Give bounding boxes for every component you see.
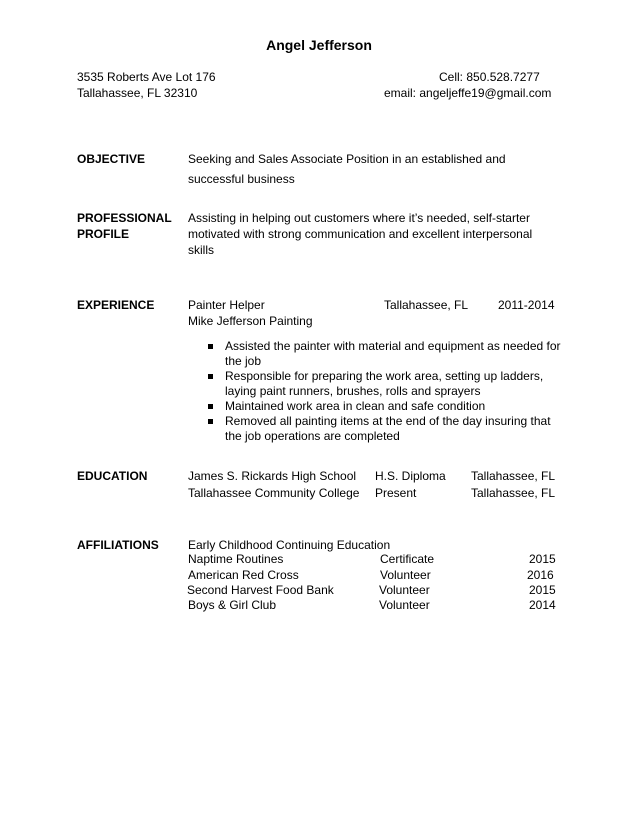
bullet-text: Maintained work area in clean and safe condition [225, 399, 486, 413]
profile-label-line-2: PROFILE [77, 227, 130, 241]
experience-label: EXPERIENCE [77, 298, 155, 312]
bullet-square-icon [208, 419, 213, 424]
bullet-text: Responsible for preparing the work area, setting up ladders, laying paint runners, brushes, rolls and sprayers [225, 369, 544, 398]
affiliations-heading: Early Childhood Continuing Education [188, 538, 391, 552]
affiliation-year-4: 2014 [529, 598, 556, 612]
profile-text-line-1: Assisting in helping out customers where it’s needed, self-starter [188, 211, 530, 225]
list-item [208, 399, 568, 414]
education-location-2: Tallahassee, FL [471, 486, 556, 500]
profile-label-line-1: PROFESSIONAL [77, 211, 172, 225]
education-status-2: Present [375, 486, 417, 500]
job-dates: 2011-2014 [498, 298, 555, 312]
affiliation-role-3: Volunteer [379, 583, 430, 597]
affiliations-label: AFFILIATIONS [77, 538, 159, 552]
affiliation-year-2: 2016 [527, 568, 554, 582]
cell-phone: Cell: 850.528.7277 [439, 70, 540, 84]
bullet-square-icon [208, 374, 213, 379]
affiliation-role-4: Volunteer [379, 598, 430, 612]
profile-text-line-3: skills [188, 243, 214, 257]
bullet-square-icon [208, 404, 213, 409]
job-location: Tallahassee, FL [384, 298, 469, 312]
education-label: EDUCATION [77, 469, 148, 483]
affiliation-role-1: Certificate [380, 552, 435, 566]
affiliation-year-3: 2015 [529, 583, 556, 597]
address-line-2: Tallahassee, FL 32310 [77, 86, 198, 100]
resume-name: Angel Jefferson [266, 37, 372, 53]
affiliation-name-4: Boys & Girl Club [188, 598, 277, 612]
job-employer: Mike Jefferson Painting [188, 314, 313, 328]
email-address: email: angeljeffe19@gmail.com [384, 86, 552, 100]
list-item [208, 414, 568, 444]
affiliation-role-2: Volunteer [380, 568, 431, 582]
affiliation-name-2: American Red Cross [188, 568, 299, 582]
bullet-square-icon [208, 344, 213, 349]
education-status-1: H.S. Diploma [375, 469, 446, 483]
address-line-1: 3535 Roberts Ave Lot 176 [77, 70, 216, 84]
affiliation-year-1: 2015 [529, 552, 556, 566]
job-title: Painter Helper [188, 298, 265, 312]
profile-text-line-2: motivated with strong communication and excellent interpersonal [188, 227, 533, 241]
objective-label: OBJECTIVE [77, 152, 146, 166]
affiliation-name-1: Naptime Routines [188, 552, 284, 566]
objective-text-line-1: Seeking and Sales Associate Position in an established and [188, 152, 506, 166]
education-school-2: Tallahassee Community College [188, 486, 360, 500]
list-item [208, 369, 568, 399]
education-school-1: James S. Rickards High School [188, 469, 357, 483]
list-item [208, 339, 568, 369]
affiliation-name-3: Second Harvest Food Bank [187, 583, 334, 597]
bullet-text: Assisted the painter with material and equipment as needed for the job [225, 339, 561, 368]
experience-bullets [208, 339, 568, 444]
objective-text-line-2: successful business [188, 172, 295, 186]
bullet-text: Removed all painting items at the end of the day insuring that the job operations are completed [225, 414, 551, 443]
education-location-1: Tallahassee, FL [471, 469, 556, 483]
